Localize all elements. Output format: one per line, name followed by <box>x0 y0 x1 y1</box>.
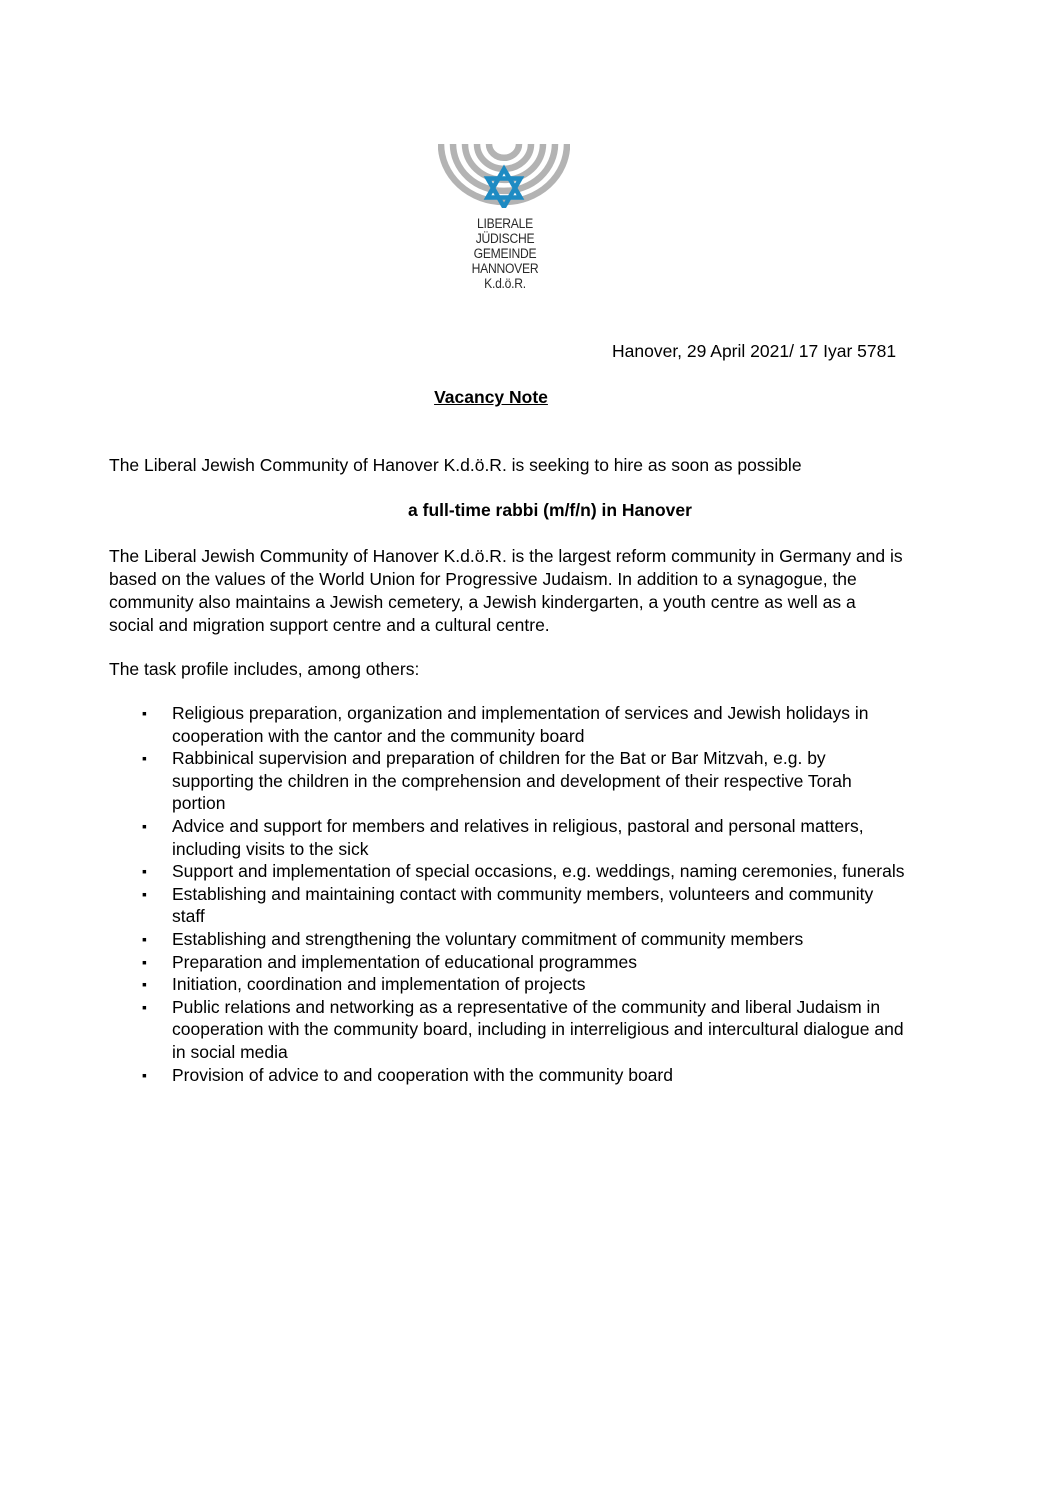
document-heading: Vacancy Note <box>434 387 548 407</box>
bullet-icon: ▪ <box>142 953 147 970</box>
bullet-icon: ▪ <box>142 750 147 767</box>
bullet-icon: ▪ <box>142 863 147 880</box>
community-logo <box>430 140 580 300</box>
task-line: in social media <box>172 1041 288 1062</box>
community-description <box>109 545 1009 637</box>
task-line: including visits to the sick <box>172 838 369 859</box>
logo-line: JÜDISCHE <box>475 231 535 246</box>
task-line: portion <box>172 793 226 814</box>
task-line: cooperation with the community board, including in interreligious and intercultural dialogue and <box>172 1019 904 1040</box>
task-line: staff <box>172 906 205 927</box>
bullet-icon: ▪ <box>142 705 147 721</box>
task-list-item <box>0 815 1058 860</box>
task-list-item <box>0 996 1058 1064</box>
logo-line: LIBERALE <box>477 216 533 231</box>
task-list-item <box>0 973 1058 996</box>
bullet-icon: ▪ <box>142 885 147 902</box>
intro-sentence: The Liberal Jewish Community of Hanover K.d.ö.R. is seeking to hire as soon as possible <box>109 455 802 475</box>
task-line: cooperation with the cantor and the community board <box>172 725 585 746</box>
task-line: Initiation, coordination and implementation of projects <box>172 974 586 995</box>
task-list-item <box>0 860 1058 883</box>
bullet-icon: ▪ <box>142 976 147 993</box>
task-list-item <box>0 747 1058 815</box>
description-line: based on the values of the World Union for Progressive Judaism. In addition to a synagogue, the <box>109 569 857 589</box>
task-list-item <box>0 1064 1058 1087</box>
description-line: social and migration support centre and a cultural centre. <box>109 615 550 635</box>
menorah-star-of-david-icon <box>438 140 570 208</box>
task-line: Public relations and networking as a representative of the community and liberal Judaism in <box>172 996 881 1017</box>
menorah-arm <box>489 144 519 158</box>
task-intro: The task profile includes, among others: <box>109 659 420 679</box>
logo-line: GEMEINDE <box>473 246 537 261</box>
task-list-item <box>0 928 1058 951</box>
logo-line: K.d.ö.R. <box>484 276 526 291</box>
task-line: Preparation and implementation of educational programmes <box>172 951 637 972</box>
description-line: community also maintains a Jewish cemetery, a Jewish kindergarten, a youth centre as well as a <box>109 592 856 612</box>
logo-line: HANNOVER <box>471 261 539 276</box>
task-line: Establishing and maintaining contact with community members, volunteers and community <box>172 883 874 904</box>
task-line: Rabbinical supervision and preparation of children for the Bat or Bar Mitzvah, e.g. by <box>172 748 826 769</box>
task-line: supporting the children in the comprehension and development of their respective Torah <box>172 770 852 791</box>
bullet-icon: ▪ <box>142 930 147 947</box>
bullet-icon: ▪ <box>142 817 147 834</box>
description-line: The Liberal Jewish Community of Hanover K.d.ö.R. is the largest reform community in Germany and is <box>109 546 903 566</box>
task-list-item <box>0 883 1058 928</box>
bullet-icon: ▪ <box>142 998 147 1015</box>
task-line: Religious preparation, organization and implementation of services and Jewish holidays in <box>172 703 869 723</box>
task-list-item <box>0 702 1058 747</box>
date-line: Hanover, 29 April 2021/ 17 Iyar 5781 <box>612 341 897 361</box>
bullet-icon: ▪ <box>142 1066 147 1083</box>
position-title: a full-time rabbi (m/f/n) in Hanover <box>408 500 692 520</box>
task-list-item <box>0 951 1058 974</box>
task-line: Support and implementation of special occasions, e.g. weddings, naming ceremonies, funerals <box>172 861 905 882</box>
logo-wordmark <box>430 216 580 291</box>
task-line: Provision of advice to and cooperation with the community board <box>172 1064 673 1085</box>
task-line: Establishing and strengthening the voluntary commitment of community members <box>172 928 804 949</box>
task-list <box>0 702 1058 1086</box>
task-line: Advice and support for members and relatives in religious, pastoral and personal matters, <box>172 815 864 836</box>
